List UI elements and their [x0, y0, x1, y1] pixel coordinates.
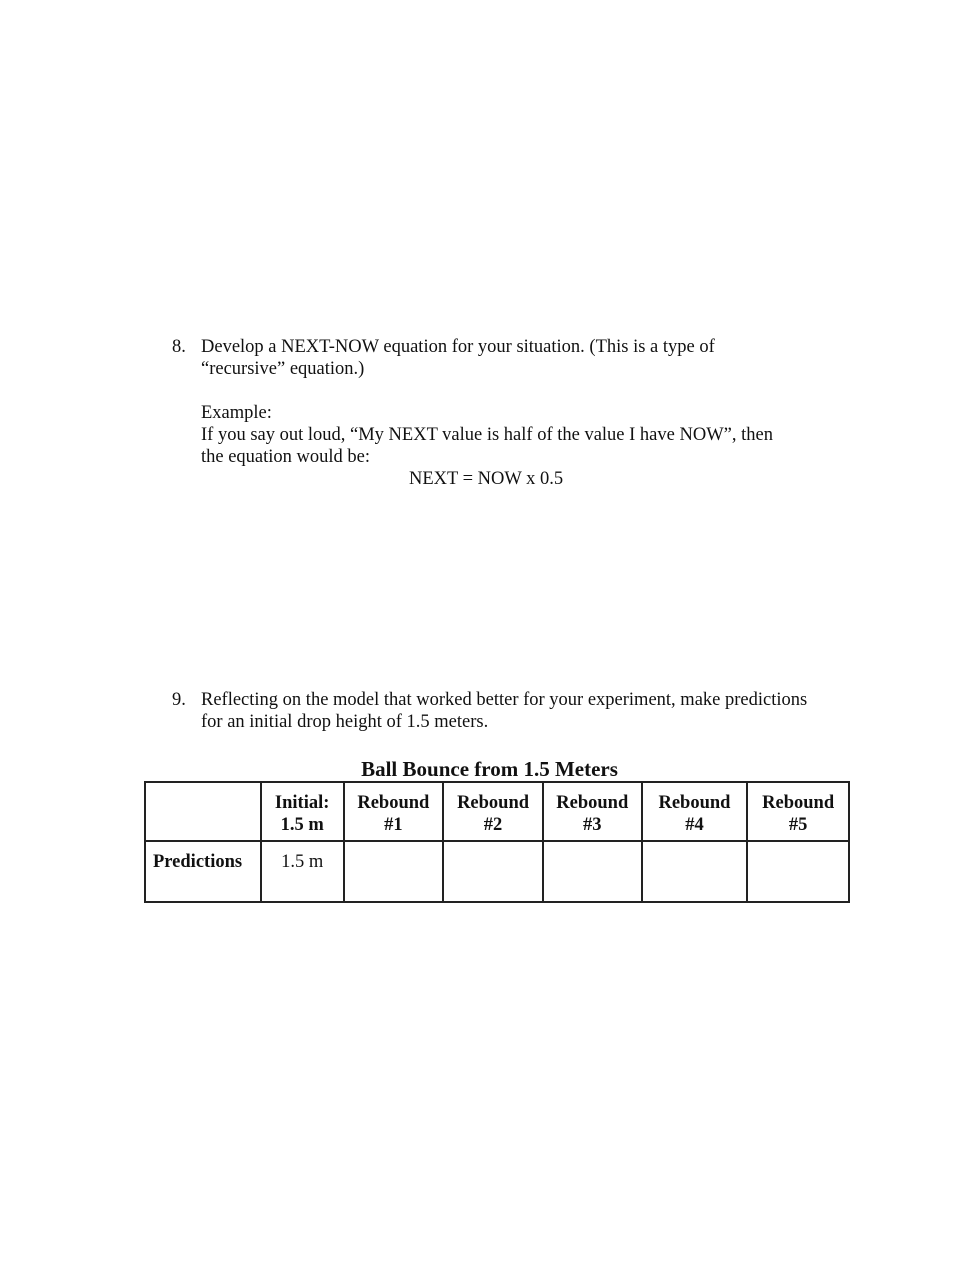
example-text-line-1: If you say out loud, “My NEXT value is half of the value I have NOW”, then [201, 425, 773, 445]
question-8-text-line-1: Develop a NEXT-NOW equation for your situation. (This is a type of [201, 337, 715, 357]
header-rebound-3 [543, 782, 642, 841]
prediction-initial-cell: 1.5 m [261, 841, 344, 902]
question-8 [172, 336, 852, 489]
prediction-rebound-3-cell[interactable] [543, 841, 642, 902]
header-line-2: #3 [583, 815, 602, 835]
prediction-rebound-1-cell[interactable] [344, 841, 444, 902]
header-line-2: #1 [384, 815, 403, 835]
ball-bounce-table [144, 781, 850, 903]
example-text-line-2: the equation would be: [201, 447, 371, 467]
header-rebound-4 [642, 782, 748, 841]
question-9-body [201, 689, 852, 733]
prediction-rebound-5-cell[interactable] [747, 841, 849, 902]
header-rebound-5 [747, 782, 849, 841]
header-line-2: #4 [685, 815, 704, 835]
prediction-rebound-4-cell[interactable] [642, 841, 748, 902]
header-line-1: Rebound [357, 793, 430, 813]
predictions-label: Predictions [145, 841, 261, 902]
question-8-body [201, 336, 852, 468]
question-8-number: 8. [172, 337, 186, 357]
header-line-1: Rebound [658, 793, 731, 813]
question-9-text-line-1: Reflecting on the model that worked better for your experiment, make predictions [201, 690, 808, 710]
header-initial [261, 782, 344, 841]
example-label: Example: [201, 403, 272, 423]
header-rebound-1 [344, 782, 444, 841]
header-line-2: 1.5 m [280, 815, 324, 835]
header-line-2: #2 [483, 815, 503, 835]
predictions-row [145, 841, 849, 902]
prediction-rebound-2-cell[interactable] [443, 841, 543, 902]
question-9 [172, 689, 852, 733]
example-equation: NEXT = NOW x 0.5 [409, 469, 564, 489]
header-empty-cell [145, 782, 261, 841]
header-line-2: #5 [788, 815, 808, 835]
question-9-number: 9. [172, 690, 186, 710]
table-header-row [145, 782, 849, 841]
header-line-1: Rebound [457, 793, 530, 813]
table-title: Ball Bounce from 1.5 Meters [361, 757, 618, 781]
header-line-1: Rebound [762, 793, 835, 813]
header-line-1: Initial: [274, 793, 330, 813]
question-9-text-line-2: for an initial drop height of 1.5 meters. [201, 712, 489, 732]
question-8-text-line-2: “recursive” equation.) [201, 359, 365, 379]
header-rebound-2 [443, 782, 543, 841]
header-line-1: Rebound [556, 793, 629, 813]
